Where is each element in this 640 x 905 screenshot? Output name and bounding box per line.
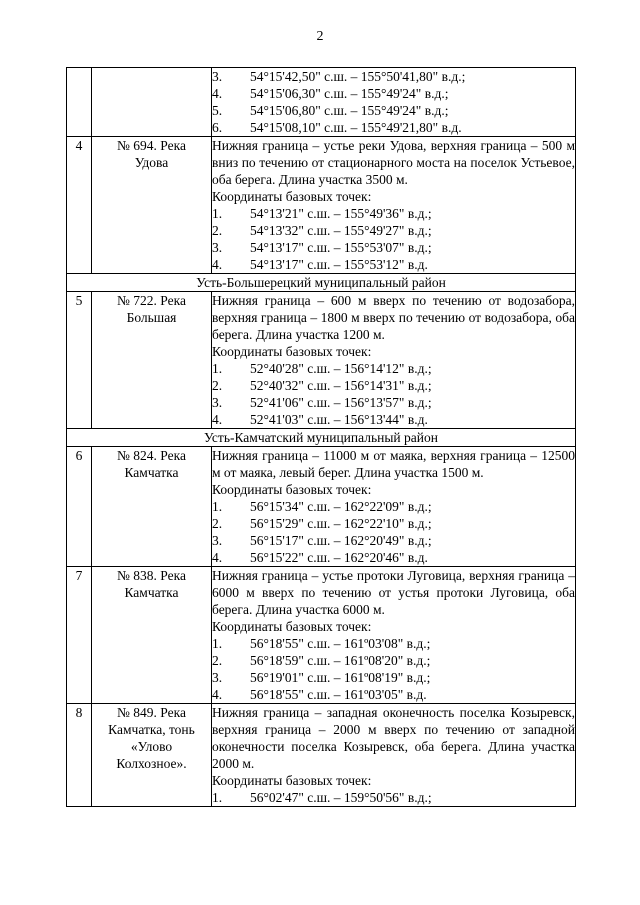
river-cell [92,447,212,567]
description-cell [212,68,576,137]
coordinate-index: 1. [212,206,223,221]
coordinate-index: 1. [212,636,223,651]
river-name-line: № 838. Река [117,568,186,583]
coordinate-index: 5. [212,103,223,118]
river-cell [92,292,212,429]
river-name-line: Удова [134,155,169,170]
coordinate-index: 1. [212,499,223,514]
coordinate-line [212,549,575,566]
coordinate-value: 52°41'06" с.ш. – 156°13'57" в.д.; [250,395,432,410]
coordinate-index: 3. [212,670,223,685]
coordinate-index: 4. [212,257,223,272]
row-number: 8 [67,704,92,807]
coordinate-line [212,686,575,703]
table-row [67,68,576,137]
section-row [67,429,576,447]
coordinate-index: 2. [212,653,223,668]
coordinate-value: 56°19'01" с.ш. – 161º08'19" в.д.; [250,670,431,685]
coordinate-line [212,119,575,136]
coordinate-index: 3. [212,240,223,255]
description-text: Нижняя граница – 11000 м от маяка, верхняя граница – 12500 м от маяка, левый берег. Длина участка 1500 м. [212,448,575,480]
section-title: Усть-Большерецкий муниципальный район [67,274,576,292]
row-number [67,68,92,137]
river-name-line: № 694. Река [117,138,186,153]
coordinate-index: 3. [212,533,223,548]
coordinate-line [212,789,575,806]
river-name-line: Камчатка, тонь [108,722,195,737]
coords-title: Координаты базовых точек: [212,773,372,788]
coordinate-line [212,498,575,515]
description-cell [212,447,576,567]
river-name-line: № 722. Река [117,293,186,308]
page-number: 2 [316,29,324,44]
coordinate-line [212,411,575,428]
coordinate-line [212,68,575,85]
row-number: 7 [67,567,92,704]
coordinate-value: 56°18'55" с.ш. – 161º03'08" в.д.; [250,636,431,651]
coordinate-line [212,256,575,273]
coords-title: Координаты базовых точек: [212,344,372,359]
table-row [67,447,576,567]
description-text: Нижняя граница – устье реки Удова, верхняя граница – 500 м вниз по течению от стационарного моста на поселок Устьевое, оба берега. Длина участка 3500 м. [212,138,575,187]
coordinate-value: 54°15'42,50" с.ш. – 155°50'41,80" в.д.; [250,69,466,84]
coordinate-line [212,205,575,222]
coordinate-value: 54°15'06,80" с.ш. – 155°49'24" в.д.; [250,103,449,118]
coordinate-index: 2. [212,516,223,531]
description-text: Нижняя граница – западная оконечность поселка Козыревск, верхняя граница – 2000 м вверх по течению от западной оконечности поселка Козыревск, оба берега. Длина участка 2000 м. [212,705,575,771]
coordinate-index: 4. [212,86,223,101]
description-text: Нижняя граница – 600 м вверх по течению от водозабора, верхняя граница – 1800 м вверх по течению от водозабора, оба берега. Длина участка 1200 м. [212,293,575,342]
table-row [67,137,576,274]
description-cell [212,567,576,704]
description-cell [212,137,576,274]
table-row [67,567,576,704]
coordinate-index: 2. [212,223,223,238]
coordinate-index: 4. [212,550,223,565]
coordinate-value: 54°13'21" с.ш. – 155°49'36" в.д.; [250,206,432,221]
coordinate-value: 54°15'06,30" с.ш. – 155°49'24" в.д.; [250,86,449,101]
coordinate-value: 52°41'03" с.ш. – 156°13'44" в.д. [250,412,428,427]
river-name-line: Большая [126,310,177,325]
coordinate-value: 54°13'32" с.ш. – 155°49'27" в.д.; [250,223,432,238]
coordinate-value: 54°13'17" с.ш. – 155°53'07" в.д.; [250,240,432,255]
coordinate-index: 4. [212,412,223,427]
coordinate-value: 54°13'17" с.ш. – 155°53'12" в.д. [250,257,428,272]
river-cell [92,68,212,137]
coordinate-value: 56°15'22" с.ш. – 162°20'46" в.д. [250,550,428,565]
coords-title: Координаты базовых точек: [212,189,372,204]
description-cell [212,704,576,807]
section-title: Усть-Камчатский муниципальный район [67,429,576,447]
river-name-line: «Улово [130,739,173,754]
coordinate-value: 56°18'55" с.ш. – 161º03'05" в.д. [250,687,427,702]
coordinate-index: 3. [212,395,223,410]
coordinate-line [212,102,575,119]
table-row [67,704,576,807]
coordinate-value: 56°15'29" с.ш. – 162°22'10" в.д.; [250,516,432,531]
coordinate-value: 54°15'08,10" с.ш. – 155°49'21,80" в.д. [250,120,462,135]
coordinate-index: 4. [212,687,223,702]
river-name-line: Камчатка [124,585,179,600]
coordinate-value: 56°02'47" с.ш. – 159°50'56" в.д.; [250,790,432,805]
coordinate-index: 3. [212,69,223,84]
coordinate-value: 56°15'17" с.ш. – 162°20'49" в.д.; [250,533,432,548]
coordinate-index: 2. [212,378,223,393]
coordinates-table [66,67,576,807]
coordinate-value: 52°40'28" с.ш. – 156°14'12" в.д.; [250,361,432,376]
description-text: Нижняя граница – устье протоки Луговица, верхняя граница – 6000 м вверх по течению от устья протоки Луговица, оба берега. Длина участка 6000 м. [212,568,575,617]
river-cell [92,567,212,704]
section-row [67,274,576,292]
row-number: 6 [67,447,92,567]
river-name-line: Колхозное». [116,756,187,771]
table-row [67,292,576,429]
coordinate-index: 1. [212,790,223,805]
coordinate-line [212,239,575,256]
coordinate-line [212,652,575,669]
description-cell [212,292,576,429]
row-number: 4 [67,137,92,274]
coordinate-line [212,377,575,394]
coords-title: Координаты базовых точек: [212,619,372,634]
river-name-line: Камчатка [124,465,179,480]
coordinate-line [212,85,575,102]
coordinate-line [212,532,575,549]
coordinate-line [212,669,575,686]
coordinate-line [212,515,575,532]
coordinate-value: 56°18'59" с.ш. – 161º08'20" в.д.; [250,653,431,668]
river-cell [92,137,212,274]
coordinate-value: 56°15'34" с.ш. – 162°22'09" в.д.; [250,499,432,514]
coordinate-value: 52°40'32" с.ш. – 156°14'31" в.д.; [250,378,432,393]
coordinate-line [212,360,575,377]
coordinate-line [212,222,575,239]
river-cell [92,704,212,807]
river-name-line: № 849. Река [117,705,186,720]
table-body [67,68,576,807]
coordinate-line [212,635,575,652]
river-name-line: № 824. Река [117,448,186,463]
coordinate-index: 1. [212,361,223,376]
row-number: 5 [67,292,92,429]
coords-title: Координаты базовых точек: [212,482,372,497]
coordinate-index: 6. [212,120,223,135]
coordinate-line [212,394,575,411]
